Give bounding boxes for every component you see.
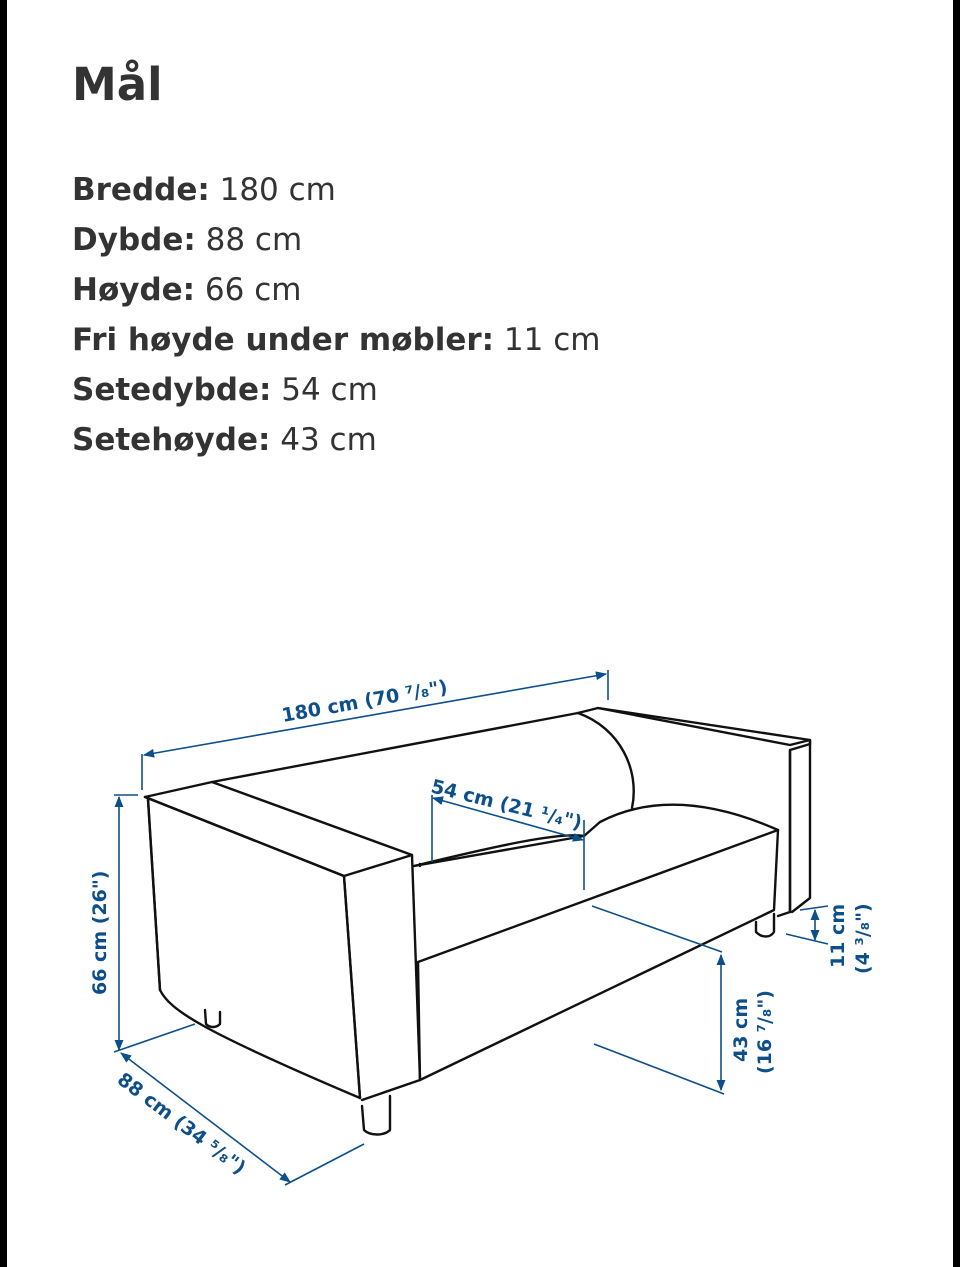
- page-title: Mål: [72, 58, 163, 111]
- spec-height: [72, 265, 600, 315]
- clearance-cm-label: 11 cm: [827, 903, 849, 968]
- spec-value: 180 cm: [209, 172, 336, 208]
- spec-value: 88 cm: [195, 222, 303, 258]
- sofa-drawing: [145, 708, 810, 1135]
- sofa-dimension-diagram: [0, 640, 960, 1220]
- spec-clearance: [72, 315, 600, 365]
- spec-seat-height: [72, 415, 600, 465]
- dimensions-list: [72, 165, 600, 465]
- seat-height-cm-label: 43 cm: [730, 997, 752, 1062]
- depth-dimension-label: 88 cm (34 ⁵/₈"): [112, 1068, 250, 1180]
- spec-depth: [72, 215, 600, 265]
- spec-value: 66 cm: [195, 272, 302, 308]
- spec-label: Setehøyde:: [72, 422, 271, 458]
- seat-height-inch-label: (16 ⁷/₈"): [754, 990, 776, 1074]
- clearance-inch-label: (4 ³/₈"): [852, 903, 874, 974]
- spec-label: Fri høyde under møbler:: [72, 322, 495, 358]
- spec-value: 54 cm: [271, 372, 378, 408]
- spec-value: 43 cm: [270, 422, 377, 458]
- spec-label: Setedybde:: [72, 372, 272, 408]
- spec-value: 11 cm: [494, 322, 601, 358]
- spec-width: [72, 165, 600, 215]
- dimension-lines: [114, 670, 828, 1185]
- spec-label: Dybde:: [72, 222, 196, 258]
- spec-seat-depth: [72, 365, 600, 415]
- spec-label: Høyde:: [72, 272, 196, 308]
- width-dimension-label: 180 cm (70 ⁷/₈"): [280, 676, 450, 727]
- seat-depth-dimension-label: 54 cm (21 ¹/₄"): [428, 775, 585, 835]
- height-dimension-label: 66 cm (26"): [89, 870, 111, 995]
- spec-label: Bredde:: [72, 172, 210, 208]
